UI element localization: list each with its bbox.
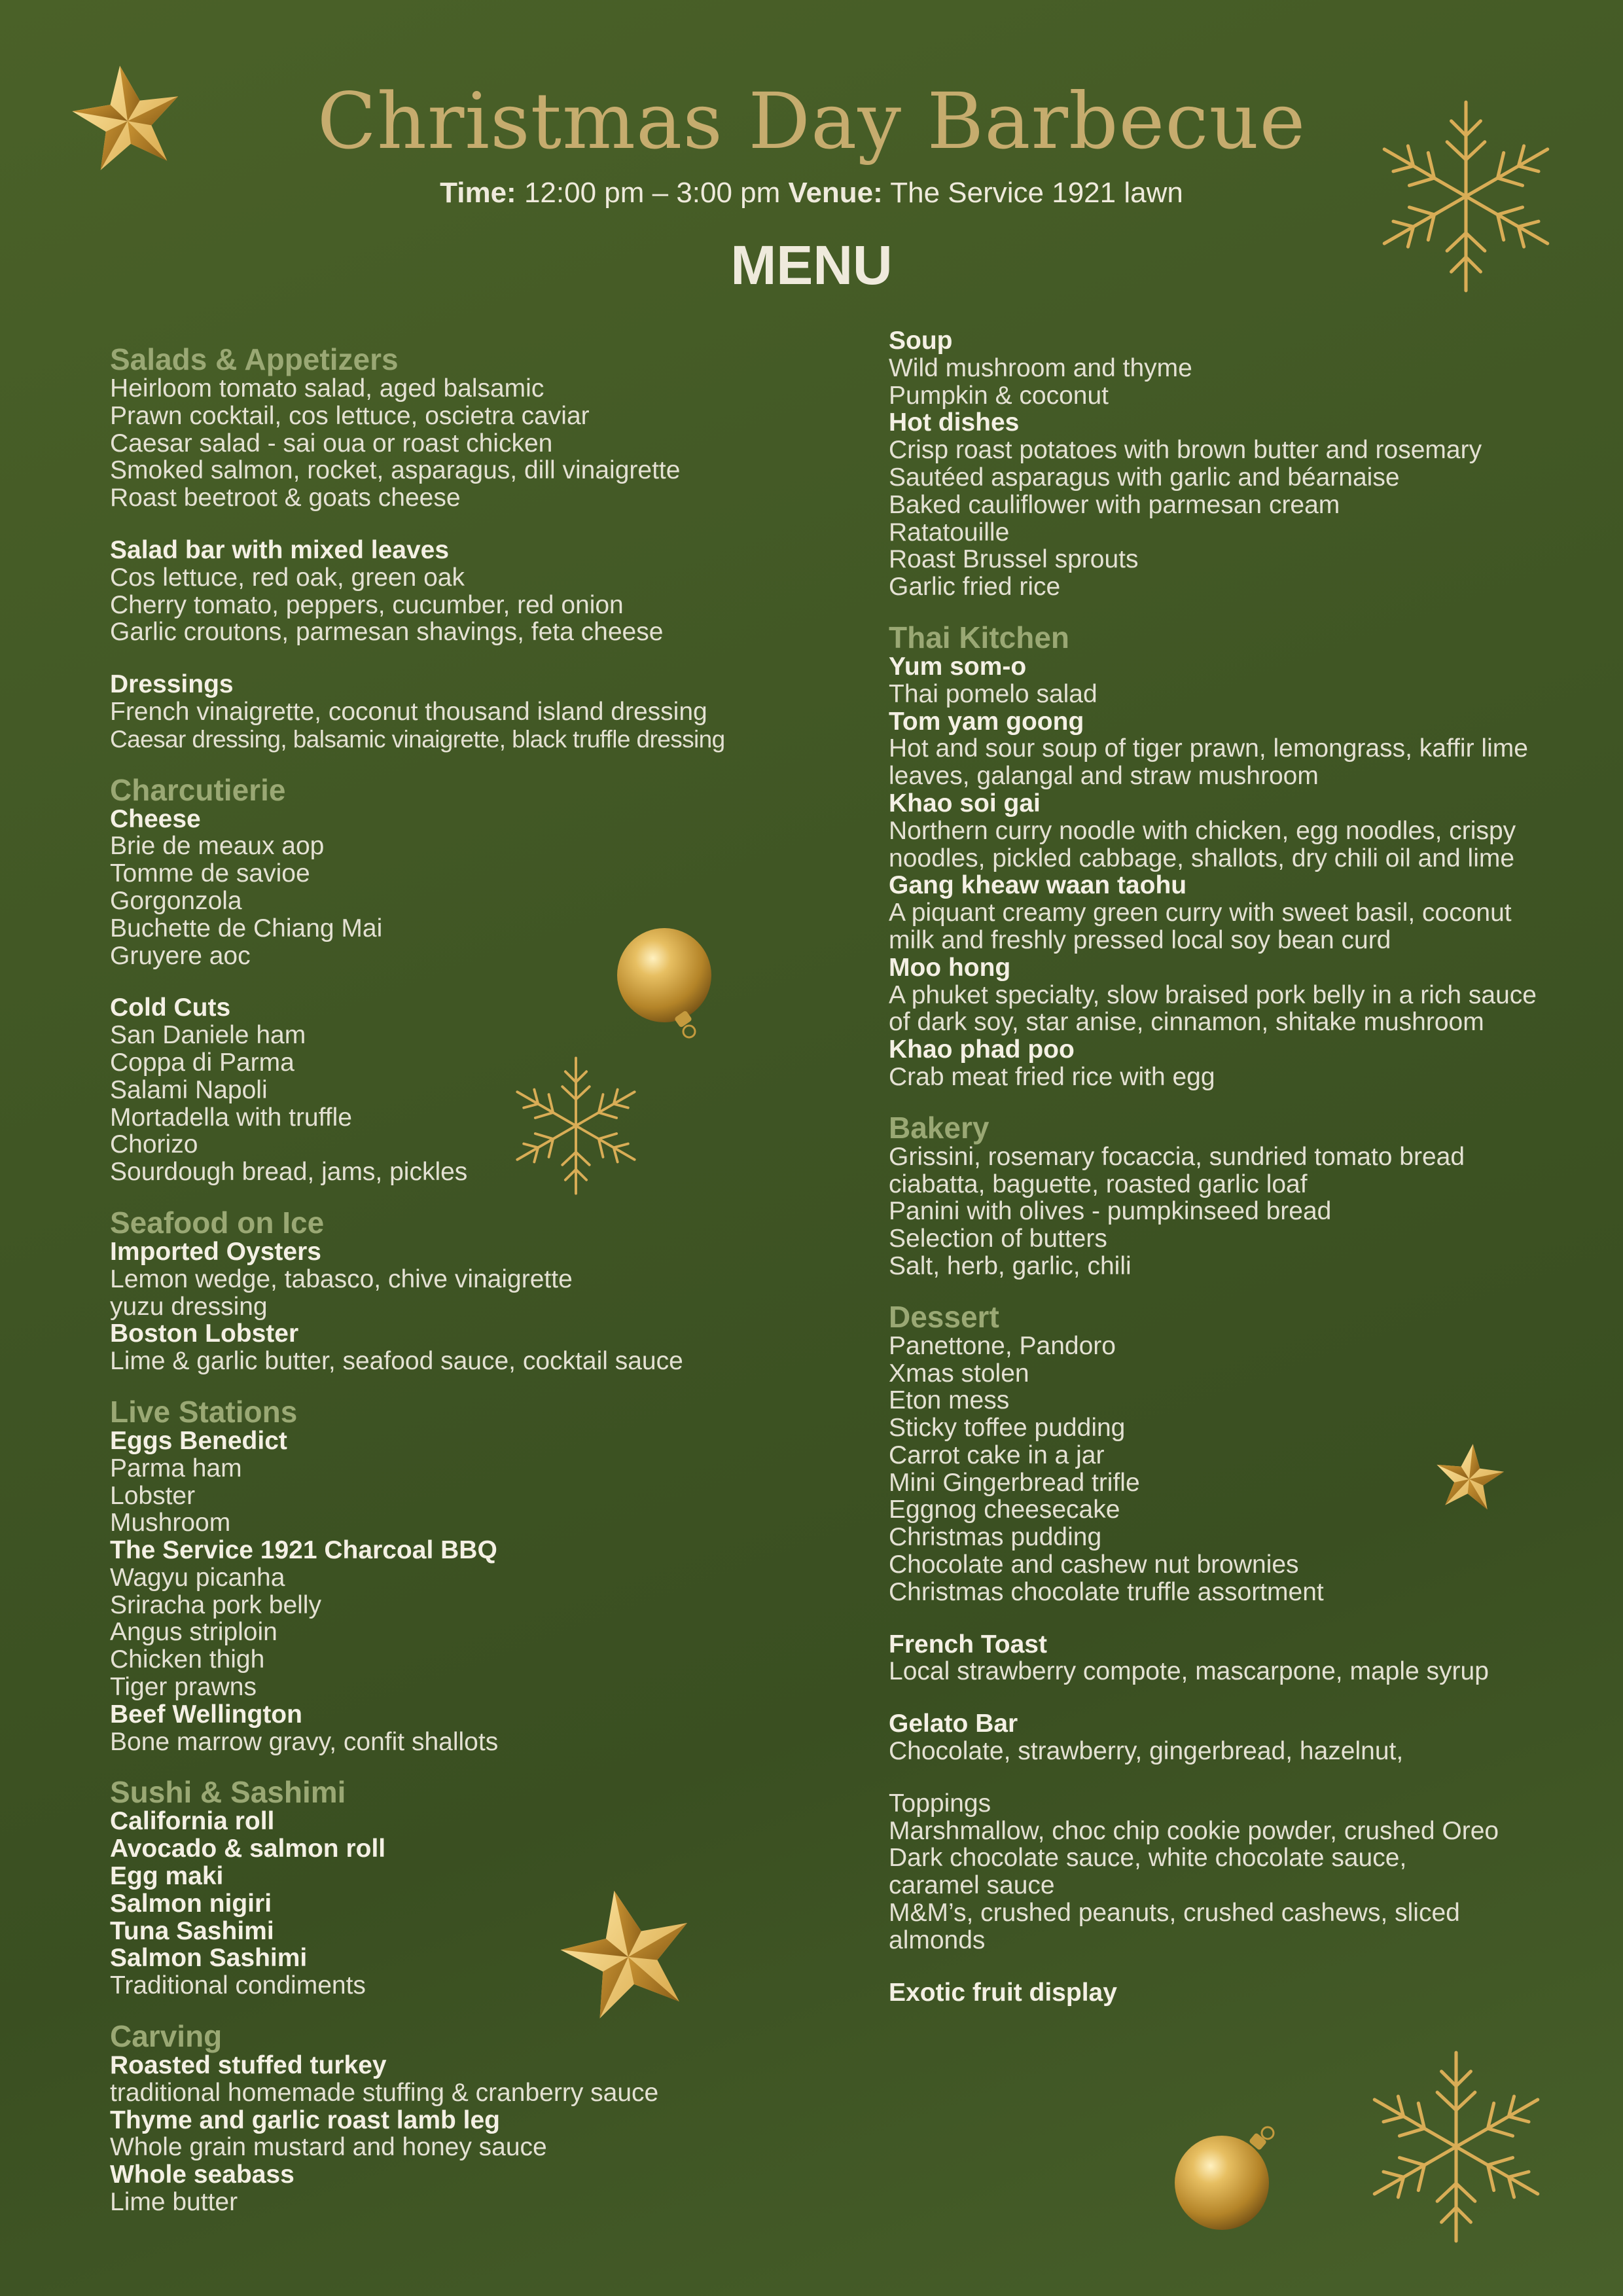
section-soup xyxy=(889,327,1582,601)
menu-item: Lemon wedge, tabasco, chive vinaigrette xyxy=(110,1265,573,1293)
menu-item: milk and freshly pressed local soy bean curd xyxy=(889,925,1391,954)
menu-item: Chorizo xyxy=(110,1130,198,1159)
menu-item: Panini with olives - pumpkinseed bread xyxy=(889,1197,1332,1226)
menu-item: Thai pomelo salad xyxy=(889,679,1097,708)
snowflake-icon xyxy=(1351,2042,1561,2251)
menu-item: Buchette de Chiang Mai xyxy=(110,914,383,942)
menu-item: almonds xyxy=(889,1926,986,1954)
menu-item: Ratatouille xyxy=(889,518,1010,547)
time-label: Time: xyxy=(440,177,516,209)
page-title: Christmas Day Barbecue xyxy=(317,76,1306,166)
menu-item: Coppa di Parma xyxy=(110,1048,294,1077)
menu-item: Marshmallow, choc chip cookie powder, crushed Oreo xyxy=(889,1816,1499,1845)
category-heading: Carving xyxy=(110,2019,223,2054)
menu-item: Lime butter xyxy=(110,2188,238,2217)
menu-item: Eton mess xyxy=(889,1386,1010,1415)
dish-heading: French Toast xyxy=(889,1630,1047,1659)
menu-item: Cherry tomato, peppers, cucumber, red onion xyxy=(110,590,624,619)
menu-item: Wild mushroom and thyme xyxy=(889,353,1192,382)
menu-item: Christmas pudding xyxy=(889,1523,1102,1552)
menu-item: Whole grain mustard and honey sauce xyxy=(110,2133,547,2162)
menu-item: Local strawberry compote, mascarpone, maple syrup xyxy=(889,1657,1489,1686)
bauble-ornament-icon xyxy=(612,923,717,1047)
menu-item: Hot and sour soup of tiger prawn, lemongrass, kaffir lime xyxy=(889,734,1528,763)
menu-item: Pumpkin & coconut xyxy=(889,381,1109,410)
menu-item: Wagyu picanha xyxy=(110,1563,285,1592)
menu-item: Parma ham xyxy=(110,1454,242,1482)
menu-item: Gruyere aoc xyxy=(110,941,251,970)
dish-heading: Avocado & salmon roll xyxy=(110,1835,386,1863)
menu-item: Cos lettuce, red oak, green oak xyxy=(110,563,465,592)
menu-item: Roast Brussel sprouts xyxy=(889,545,1139,574)
dish-heading: Salmon nigiri xyxy=(110,1889,272,1918)
menu-item: Mortadella with truffle xyxy=(110,1103,352,1132)
menu-item: caramel sauce xyxy=(889,1871,1055,1900)
menu-item: Chicken thigh xyxy=(110,1645,265,1674)
time-value: 12:00 pm – 3:00 pm xyxy=(524,177,781,209)
dish-heading: Yum som-o xyxy=(889,652,1027,681)
dish-heading: Beef Wellington xyxy=(110,1700,302,1729)
menu-item: Panettone, Pandoro xyxy=(889,1331,1116,1360)
menu-item: Baked cauliflower with parmesan cream xyxy=(889,490,1340,519)
category-heading: Dessert xyxy=(889,1299,999,1334)
menu-item: Northern curry noodle with chicken, egg noodles, crispy xyxy=(889,816,1516,845)
menu-item: Heirloom tomato salad, aged balsamic xyxy=(110,374,544,403)
menu-item: Angus striploin xyxy=(110,1618,277,1647)
menu-item: Christmas chocolate truffle assortment xyxy=(889,1577,1324,1606)
star-ornament-icon xyxy=(65,59,190,183)
menu-item: A piquant creamy green curry with sweet basil, coconut xyxy=(889,899,1512,927)
section-thai-kitchen xyxy=(889,622,1582,1091)
dish-heading: Imported Oysters xyxy=(110,1237,321,1266)
dish-heading: Roasted stuffed turkey xyxy=(110,2051,387,2080)
menu-item: Sautéed asparagus with garlic and béarnaise xyxy=(889,463,1400,492)
dish-heading: Cold Cuts xyxy=(110,994,231,1022)
menu-column-right xyxy=(889,327,1582,2006)
menu-item: Caesar dressing, balsamic vinaigrette, black truffle dressing xyxy=(110,725,725,753)
dish-heading: Khao soi gai xyxy=(889,789,1041,817)
menu-item: Garlic fried rice xyxy=(889,573,1061,601)
menu-item: of dark soy, star anise, cinnamon, shitake mushroom xyxy=(889,1008,1484,1037)
dish-heading: Exotic fruit display xyxy=(889,1978,1117,2007)
venue-label: Venue: xyxy=(788,177,883,209)
dish-heading: The Service 1921 Charcoal BBQ xyxy=(110,1536,497,1565)
dish-heading: Dressings xyxy=(110,670,234,699)
menu-item: Toppings xyxy=(889,1789,991,1818)
star-ornament-icon xyxy=(1430,1440,1508,1518)
dish-heading: California roll xyxy=(110,1807,275,1836)
menu-item: Mushroom xyxy=(110,1509,231,1537)
dish-heading: Hot dishes xyxy=(889,408,1020,437)
dish-heading: Khao phad poo xyxy=(889,1035,1075,1064)
dish-heading: Cheese xyxy=(110,804,201,833)
dish-heading: Gelato Bar xyxy=(889,1710,1018,1738)
menu-item: Brie de meaux aop xyxy=(110,832,325,861)
menu-item: Chocolate, strawberry, gingerbread, hazelnut, xyxy=(889,1737,1404,1766)
menu-item: Dark chocolate sauce, white chocolate sauce, xyxy=(889,1844,1407,1873)
menu-item: Garlic croutons, parmesan shavings, feta cheese xyxy=(110,618,664,647)
menu-item: noodles, pickled cabbage, shallots, dry chili oil and lime xyxy=(889,844,1515,872)
menu-item: leaves, galangal and straw mushroom xyxy=(889,762,1319,791)
menu-item: French vinaigrette, coconut thousand island dressing xyxy=(110,697,707,726)
menu-item: Grissini, rosemary focaccia, sundried tomato bread xyxy=(889,1142,1465,1171)
category-heading: Charcutierie xyxy=(110,772,286,807)
dish-heading: Egg maki xyxy=(110,1862,224,1891)
dish-heading: Salmon Sashimi xyxy=(110,1944,308,1973)
dish-heading: Tom yam goong xyxy=(889,707,1084,736)
section-live-stations xyxy=(110,1396,797,1756)
dish-heading: Eggs Benedict xyxy=(110,1426,287,1455)
menu-item: Smoked salmon, rocket, asparagus, dill vinaigrette xyxy=(110,456,681,485)
menu-item: Eggnog cheesecake xyxy=(889,1496,1120,1524)
menu-item: Sriracha pork belly xyxy=(110,1590,321,1619)
category-heading: Sushi & Sashimi xyxy=(110,1775,346,1810)
menu-item: ciabatta, baguette, roasted garlic loaf xyxy=(889,1170,1308,1198)
menu-item: Mini Gingerbread trifle xyxy=(889,1468,1140,1497)
section-salads xyxy=(110,344,797,753)
menu-item: Salt, herb, garlic, chili xyxy=(889,1251,1132,1280)
category-heading: Salads & Appetizers xyxy=(110,342,399,376)
menu-item: Lime & garlic butter, seafood sauce, cocktail sauce xyxy=(110,1347,683,1376)
menu-item: traditional homemade stuffing & cranberry sauce xyxy=(110,2078,659,2107)
section-dessert xyxy=(889,1301,1582,2007)
venue-value: The Service 1921 lawn xyxy=(890,177,1183,209)
menu-item: Sourdough bread, jams, pickles xyxy=(110,1158,468,1187)
menu-item: San Daniele ham xyxy=(110,1021,306,1050)
dish-heading: Salad bar with mixed leaves xyxy=(110,535,450,564)
menu-item: Sticky toffee pudding xyxy=(889,1414,1126,1443)
category-heading: Bakery xyxy=(889,1110,990,1145)
category-heading: Thai Kitchen xyxy=(889,620,1070,655)
menu-item: A phuket specialty, slow braised pork belly in a rich sauce xyxy=(889,980,1537,1009)
bauble-ornament-icon xyxy=(1168,2124,1289,2232)
menu-item: Carrot cake in a jar xyxy=(889,1441,1105,1469)
menu-item: yuzu dressing xyxy=(110,1292,268,1321)
menu-item: Caesar salad - sai oua or roast chicken xyxy=(110,429,553,457)
menu-item: Xmas stolen xyxy=(889,1359,1029,1388)
menu-heading: MENU xyxy=(730,234,893,296)
menu-item: Crab meat fried rice with egg xyxy=(889,1062,1215,1091)
menu-item: Gorgonzola xyxy=(110,886,242,915)
menu-item: M&M’s, crushed peanuts, crushed cashews, sliced xyxy=(889,1899,1460,1928)
section-bakery xyxy=(889,1112,1582,1280)
dish-heading: Whole seabass xyxy=(110,2161,294,2189)
section-seafood xyxy=(110,1207,797,1375)
category-heading: Seafood on Ice xyxy=(110,1205,325,1240)
menu-item: Lobster xyxy=(110,1481,196,1510)
dish-heading: Tuna Sashimi xyxy=(110,1916,274,1945)
dish-heading: Gang kheaw waan taohu xyxy=(889,871,1187,900)
menu-item: Crisp roast potatoes with brown butter and rosemary xyxy=(889,436,1482,465)
category-heading: Live Stations xyxy=(110,1394,298,1429)
menu-item: Tiger prawns xyxy=(110,1673,257,1702)
menu-item: Roast beetroot & goats cheese xyxy=(110,484,461,512)
menu-item: Selection of butters xyxy=(889,1225,1107,1253)
dish-heading: Boston Lobster xyxy=(110,1319,299,1348)
dish-heading: Soup xyxy=(889,327,953,355)
menu-item: Chocolate and cashew nut brownies xyxy=(889,1551,1299,1579)
dish-heading: Thyme and garlic roast lamb leg xyxy=(110,2106,501,2134)
snowflake-icon xyxy=(501,1050,651,1201)
menu-item: Tomme de savioe xyxy=(110,859,310,888)
snowflake-icon xyxy=(1361,92,1571,301)
dish-heading: Moo hong xyxy=(889,953,1011,982)
section-carving xyxy=(110,2020,797,2216)
menu-item: Bone marrow gravy, confit shallots xyxy=(110,1727,499,1756)
menu-item: Prawn cocktail, cos lettuce, oscietra caviar xyxy=(110,401,590,430)
menu-item: Salami Napoli xyxy=(110,1075,268,1104)
star-ornament-icon xyxy=(553,1882,704,2032)
menu-item: Traditional condiments xyxy=(110,1971,366,2000)
